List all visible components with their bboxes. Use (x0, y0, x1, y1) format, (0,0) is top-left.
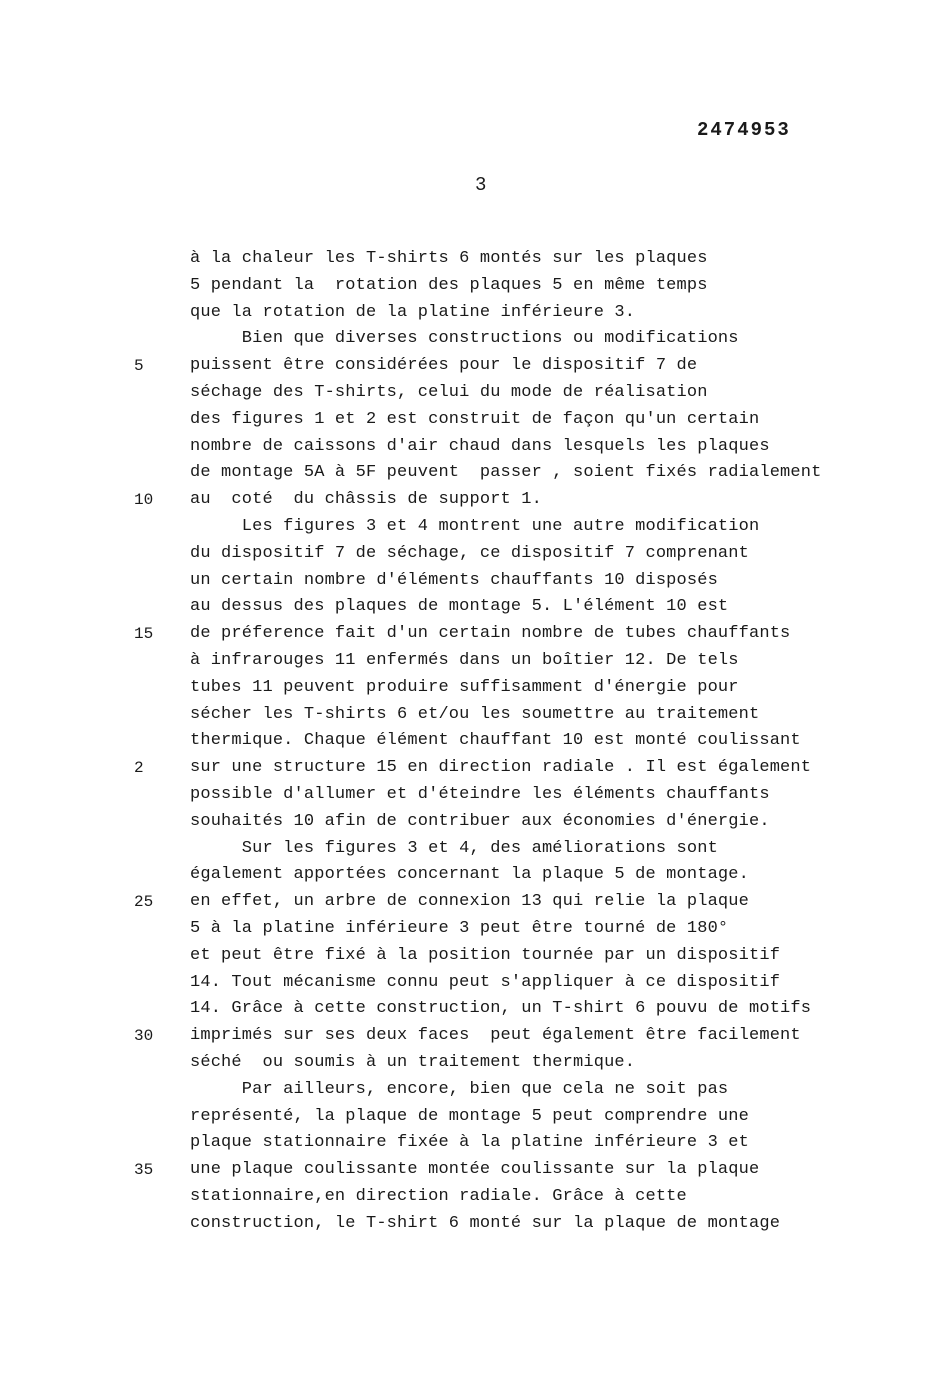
margin-number (134, 996, 174, 1023)
text-line: stationnaire,en direction radiale. Grâce à cette (190, 1186, 687, 1206)
margin-number (134, 675, 174, 702)
margin-number (134, 407, 174, 434)
margin-line-numbers (134, 246, 174, 1237)
text-line: puissent être considérées pour le dispositif 7 de (190, 356, 698, 376)
margin-number (134, 728, 174, 755)
text-line: Par ailleurs, encore, bien que cela ne soit pas (190, 1079, 729, 1099)
text-line: plaque stationnaire fixée à la platine inférieure 3 et (190, 1133, 749, 1153)
text-line: 14. Tout mécanisme connu peut s'appliquer à ce dispositif (190, 972, 781, 992)
text-line: un certain nombre d'éléments chauffants 10 disposés (190, 570, 718, 590)
margin-number (134, 1184, 174, 1211)
margin-number (134, 836, 174, 863)
text-line: 5 à la platine inférieure 3 peut être tourné de 180° (190, 918, 729, 938)
body-text (190, 246, 840, 1237)
margin-number (134, 460, 174, 487)
text-line: en effet, un arbre de connexion 13 qui relie la plaque (190, 892, 749, 912)
margin-number (134, 916, 174, 943)
text-line: sécher les T-shirts 6 et/ou les soumettre au traitement (190, 704, 760, 724)
text-line: séché ou soumis à un traitement thermique. (190, 1052, 636, 1072)
margin-number (134, 648, 174, 675)
text-line: une plaque coulissante montée coulissante sur la plaque (190, 1160, 760, 1180)
margin-number (134, 1077, 174, 1104)
text-line: au coté du châssis de support 1. (190, 490, 542, 510)
margin-number (134, 380, 174, 407)
margin-number: 10 (134, 491, 154, 510)
text-line: des figures 1 et 2 est construit de façon qu'un certain (190, 409, 760, 429)
margin-number (134, 246, 174, 273)
margin-number (134, 326, 174, 353)
text-line: tubes 11 peuvent produire suffisamment d'énergie pour (190, 677, 739, 697)
margin-number (134, 970, 174, 997)
text-line: que la rotation de la platine inférieure 3. (190, 302, 636, 322)
text-line: Sur les figures 3 et 4, des améliorations sont (190, 838, 718, 858)
text-line: nombre de caissons d'air chaud dans lesquels les plaques (190, 436, 770, 456)
margin-number (134, 1050, 174, 1077)
margin-number (134, 434, 174, 461)
margin-number (134, 1104, 174, 1131)
text-line: 14. Grâce à cette construction, un T-shirt 6 pouvu de motifs (190, 999, 812, 1019)
text-line: souhaités 10 afin de contribuer aux économies d'énergie. (190, 811, 770, 831)
margin-number (134, 862, 174, 889)
text-line: de préference fait d'un certain nombre de tubes chauffants (190, 624, 791, 644)
margin-number (134, 809, 174, 836)
margin-number (134, 943, 174, 970)
margin-number: 35 (134, 1161, 154, 1180)
margin-number (134, 300, 174, 327)
margin-number (134, 541, 174, 568)
text-line: 5 pendant la rotation des plaques 5 en même temps (190, 275, 708, 295)
text-line: au dessus des plaques de montage 5. L'élément 10 est (190, 597, 729, 617)
margin-number: 5 (134, 357, 144, 376)
text-line: Les figures 3 et 4 montrent une autre modification (190, 516, 760, 536)
margin-number: 2 (134, 759, 144, 778)
text-line: construction, le T-shirt 6 monté sur la plaque de montage (190, 1213, 781, 1233)
text-line: imprimés sur ses deux faces peut également être facilement (190, 1026, 801, 1046)
margin-number (134, 568, 174, 595)
text-line: Bien que diverses constructions ou modifications (190, 329, 739, 349)
margin-number: 15 (134, 625, 154, 644)
margin-number (134, 273, 174, 300)
text-line: de montage 5A à 5F peuvent passer , soient fixés radialement (190, 463, 822, 483)
margin-number (134, 514, 174, 541)
text-line: représenté, la plaque de montage 5 peut comprendre une (190, 1106, 749, 1126)
margin-number (134, 782, 174, 809)
text-line: thermique. Chaque élément chauffant 10 est monté coulissant (190, 731, 801, 751)
text-line: à infrarouges 11 enfermés dans un boîtier 12. De tels (190, 650, 739, 670)
patent-number: 2474953 (697, 119, 791, 141)
text-line: à la chaleur les T-shirts 6 montés sur les plaques (190, 249, 708, 268)
margin-number (134, 594, 174, 621)
margin-number (134, 702, 174, 729)
margin-number: 25 (134, 893, 154, 912)
margin-number (134, 1130, 174, 1157)
text-line: possible d'allumer et d'éteindre les éléments chauffants (190, 784, 770, 804)
text-line: également apportées concernant la plaque 5 de montage. (190, 865, 749, 885)
text-line: sur une structure 15 en direction radiale . Il est également (190, 758, 812, 778)
text-line: séchage des T-shirts, celui du mode de réalisation (190, 382, 708, 402)
text-line: et peut être fixé à la position tournée par un dispositif (190, 945, 781, 965)
margin-number: 30 (134, 1027, 154, 1046)
page-number: 3 (475, 174, 487, 196)
margin-number (134, 1211, 174, 1238)
text-line: du dispositif 7 de séchage, ce dispositif 7 comprenant (190, 543, 749, 563)
